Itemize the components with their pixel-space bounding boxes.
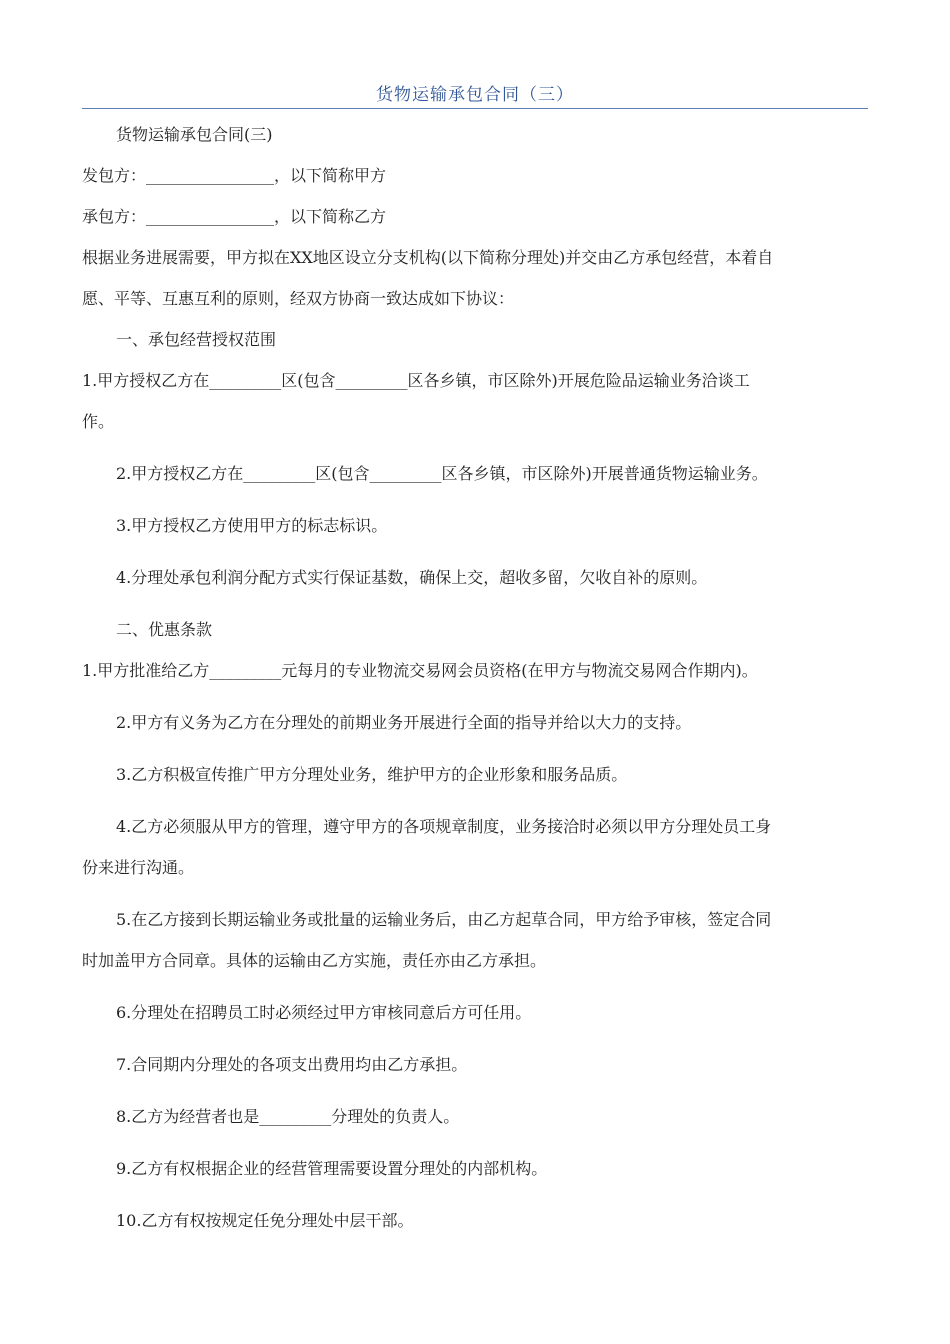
clause-1-1-line-2: 作。 (82, 412, 115, 431)
clause-2-5-line-2: 时加盖甲方合同章。具体的运输由乙方实施，责任亦由乙方承担。 (82, 951, 547, 970)
clause-2-6: 6.分理处在招聘员工时必须经过甲方审核同意后方可任用。 (116, 1003, 532, 1022)
clause-1-1-line-1: 1.甲方授权乙方在_________区(包含_________区各乡镇，市区除外)开展危险品运输业务洽谈工 (82, 371, 750, 390)
clause-2-10: 10.乙方有权按规定任免分理处中层干部。 (116, 1211, 414, 1230)
clause-2-4-line-1: 4.乙方必须服从甲方的管理，遵守甲方的各项规章制度，业务接洽时必须以甲方分理处员工身 (116, 817, 772, 836)
clause-2-2: 2.甲方有义务为乙方在分理处的前期业务开展进行全面的指导并给以大力的支持。 (116, 713, 692, 732)
clause-2-4-line-2: 份来进行沟通。 (82, 858, 195, 877)
document-body (82, 124, 868, 1232)
clause-2-7: 7.合同期内分理处的各项支出费用均由乙方承担。 (116, 1055, 468, 1074)
section-heading-2: 二、优惠条款 (116, 620, 213, 639)
header-divider (82, 108, 868, 109)
clause-2-8: 8.乙方为经营者也是_________分理处的负责人。 (116, 1107, 460, 1126)
intro-paragraph-line-1: 根据业务进展需要，甲方拟在XX地区设立分支机构(以下简称分理处)并交由乙方承包经营，本着自 (82, 248, 774, 267)
intro-paragraph-line-2: 愿、平等、互惠互利的原则，经双方协商一致达成如下协议： (82, 289, 515, 308)
clause-2-5-line-1: 5.在乙方接到长期运输业务或批量的运输业务后，由乙方起草合同，甲方给予审核，签定合同 (116, 910, 772, 929)
clause-1-4: 4.分理处承包利润分配方式实行保证基数，确保上交，超收多留，欠收自补的原则。 (116, 568, 708, 587)
clause-2-9: 9.乙方有权根据企业的经营管理需要设置分理处的内部机构。 (116, 1159, 548, 1178)
page-title: 货物运输承包合同（三） (376, 85, 574, 105)
clause-2-1: 1.甲方批准给乙方_________元每月的专业物流交易网会员资格(在甲方与物流交易网合作期内)。 (82, 661, 758, 680)
clause-1-2: 2.甲方授权乙方在_________区(包含_________区各乡镇，市区除外)开展普通货物运输业务。 (116, 464, 768, 483)
clause-2-3: 3.乙方积极宣传推广甲方分理处业务，维护甲方的企业形象和服务品质。 (116, 765, 628, 784)
clause-1-3: 3.甲方授权乙方使用甲方的标志标识。 (116, 516, 388, 535)
party-b-line: 承包方：________________，以下简称乙方 (82, 207, 387, 226)
document-subtitle: 货物运输承包合同(三) (116, 125, 273, 144)
section-heading-1: 一、承包经营授权范围 (116, 330, 277, 349)
party-a-line: 发包方：________________，以下简称甲方 (82, 166, 387, 185)
